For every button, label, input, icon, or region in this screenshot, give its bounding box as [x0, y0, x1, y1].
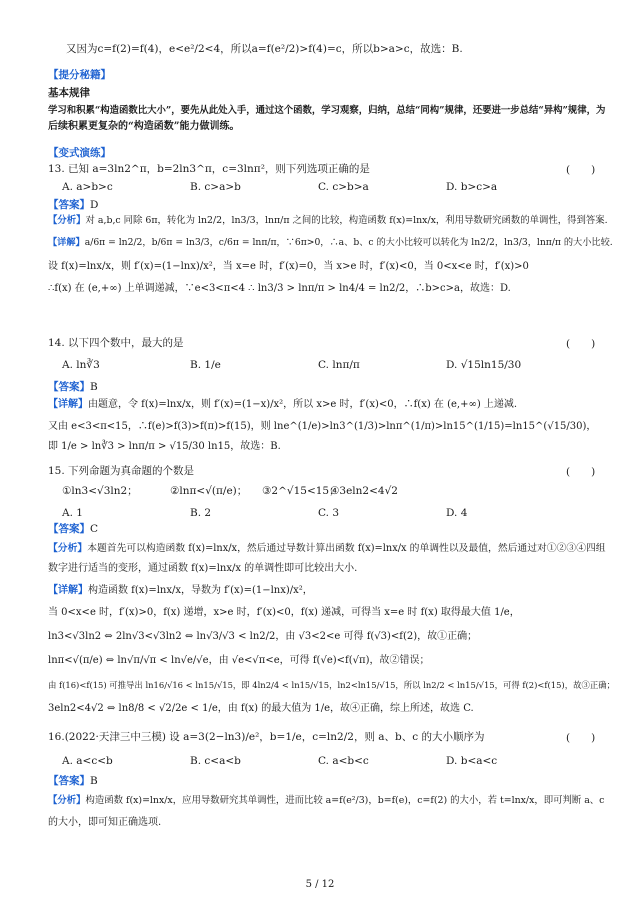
q16-option-b: B. c<a<b	[190, 755, 241, 767]
q15-proposition-1: ①ln3<√3ln2；	[62, 485, 138, 497]
q13-detail-3: ∴f(x) 在 (e,+∞) 上单调递减，∵e<3<π<4 ∴ ln3/3 > lnπ/π > ln4/4 = ln2/2，∴b>c>a，故选：D.	[48, 283, 511, 294]
q15-option-a: A. 1	[62, 507, 83, 519]
q16-option-d: D. b<a<c	[446, 755, 498, 767]
q15-detail-2: 当 0<x<e 时，f′(x)>0，f(x) 递增，x>e 时，f′(x)<0，f(x) 递减，可得当 x=e 时 f(x) 取得最大值 1/e，	[48, 607, 520, 618]
q14-option-c: C. lnπ/π	[318, 359, 360, 371]
q16-answer: 【答案】B	[48, 775, 98, 787]
q14-option-d: D. √15ln15/30	[446, 359, 522, 371]
q15-answer-paren: ( )	[566, 466, 596, 478]
q13-stem: 13. 已知 a=3ln2^π，b=2ln3^π，c=3lnπ²，则下列选项正确的是	[48, 163, 370, 175]
tip-tag: 【提分秘籍】	[48, 69, 111, 81]
q13-analysis: 【分析】对 a,b,c 同除 6π，转化为 ln2/2，ln3/3，lnπ/π 之间的比较，构造函数 f(x)=lnx/x，利用导数研究函数的单调性，得到答案.	[48, 215, 608, 226]
q13-option-b: B. c>a>b	[190, 181, 241, 193]
q13-answer: 【答案】D	[48, 199, 99, 211]
q15-analysis-2: 数字进行适当的变形，通过函数 f(x)=lnx/x 的单调性即可比较出大小.	[48, 563, 358, 574]
q15-analysis-1: 【分析】本题首先可以构造函数 f(x)=lnx/x，然后通过导数计算出函数 f(x)=lnx/x 的单调性以及最值，然后通过对①②③④四组	[48, 543, 606, 554]
q15-answer: 【答案】C	[48, 523, 99, 535]
q15-proposition-4: ④3eln2<4√2	[330, 485, 398, 497]
q13-option-a: A. a>b>c	[62, 181, 113, 193]
q16-stem: 16.(2022·天津三中三模) 设 a=3(2−ln3)/e²，b=1/e，c=ln2/2，则 a、b、c 的大小顺序为	[48, 731, 485, 743]
tip-body-line-2: 后续积累更复杂的“构造函数”能力做训练。	[48, 121, 240, 132]
page-number: 5 / 12	[305, 879, 335, 890]
q13-answer-paren: ( )	[566, 164, 596, 176]
q15-detail-1: 【详解】构造函数 f(x)=lnx/x，导数为 f′(x)=(1−lnx)/x²，	[48, 585, 313, 596]
q15-stem: 15. 下列命题为真命题的个数是	[48, 465, 195, 477]
q15-detail-5: 由 f(16)<f(15) 可推导出 ln16/√16 < ln15/√15，即 4ln2/4 < ln15/√15，ln2<ln15/√15，所以 ln2/2 < ln15/√15，可得 f(2)<f(15)，故③正确；	[48, 680, 615, 690]
q14-stem: 14. 以下四个数中，最大的是	[48, 337, 184, 349]
q15-proposition-2: ②lnπ<√(π/e)；	[170, 485, 248, 497]
q16-option-a: A. a<c<b	[62, 755, 113, 767]
q13-detail-2: 设 f(x)=lnx/x，则 f′(x)=(1−lnx)/x²，当 x=e 时，f′(x)=0，当 x>e 时，f′(x)<0，当 0<x<e 时，f′(x)>0	[48, 261, 529, 272]
q16-answer-paren: ( )	[566, 732, 596, 744]
q15-detail-4: lnπ<√(π/e) ⇔ ln√π/√π < ln√e/√e，由 √e<√π<e，可得 f(√e)<f(√π)，故②错误；	[48, 655, 430, 666]
q16-option-c: C. a<b<c	[318, 755, 369, 767]
q15-option-b: B. 2	[190, 507, 212, 519]
q13-option-c: C. c>b>a	[318, 181, 369, 193]
q14-detail-3: 即 1/e > ln∛3 > lnπ/π > √15/30 ln15，故选：B.	[48, 441, 281, 452]
q14-answer-paren: ( )	[566, 338, 596, 350]
q14-detail-1: 【详解】由题意，令 f(x)=lnx/x，则 f′(x)=(1−x)/x²，所以 x>e 时，f′(x)<0，∴f(x) 在 (e,+∞) 上递减.	[48, 399, 518, 410]
q14-detail-2: 又由 e<3<π<15，∴f(e)>f(3)>f(π)>f(15)，则 lne^(1/e)>ln3^(1/3)>lnπ^(1/π)>ln15^(1/15)=ln15^(√15/30)，	[48, 421, 597, 432]
q14-answer: 【答案】B	[48, 381, 98, 393]
q13-detail-1: 【详解】a/6π = ln2/2，b/6π = ln3/3，c/6π = lnπ/π，∵6π>0，∴a、b、c 的大小比较可以转化为 ln2/2，ln3/3，lnπ/π 的大小比较.	[48, 237, 613, 248]
q14-option-a: A. ln∛3	[62, 359, 100, 371]
tip-title: 基本规律	[48, 87, 90, 99]
q15-detail-3: ln3<√3ln2 ⇔ 2ln√3<√3ln2 ⇔ ln√3/√3 < ln2/2，由 √3<2<e 可得 f(√3)<f(2)，故①正确；	[48, 631, 478, 642]
q15-option-d: D. 4	[446, 507, 468, 519]
q15-detail-6: 3eln2<4√2 ⇔ ln8/8 < √2/2e < 1/e，由 f(x) 的最大值为 1/e，故④正确，综上所述，故选 C.	[48, 703, 474, 714]
q14-option-b: B. 1/e	[190, 359, 221, 371]
q15-proposition-3: ③2^√15<15；	[262, 485, 340, 497]
q16-analysis-2: 的大小，即可知正确选项.	[48, 817, 162, 828]
tip-body-line-1: 学习和积累“构造函数比大小”，要先从此处入手，通过这个函数，学习观察，归纳，总结“同构”规律，还要进一步总结“异构”规律，为	[48, 105, 606, 116]
q15-option-c: C. 3	[318, 507, 340, 519]
q16-analysis-1: 【分析】构造函数 f(x)=lnx/x，应用导数研究其单调性，进而比较 a=f(e²/3)，b=f(e)，c=f(2) 的大小，若 t=lnx/x，即可判断 a、c	[48, 795, 605, 806]
variant-tag: 【变式演练】	[48, 147, 111, 159]
q13-option-d: D. b>c>a	[446, 181, 498, 193]
intro-line: 又因为c=f(2)=f(4)，e<e²/2<4，所以a=f(e²/2)>f(4)=c，所以b>a>c，故选：B.	[66, 43, 463, 55]
